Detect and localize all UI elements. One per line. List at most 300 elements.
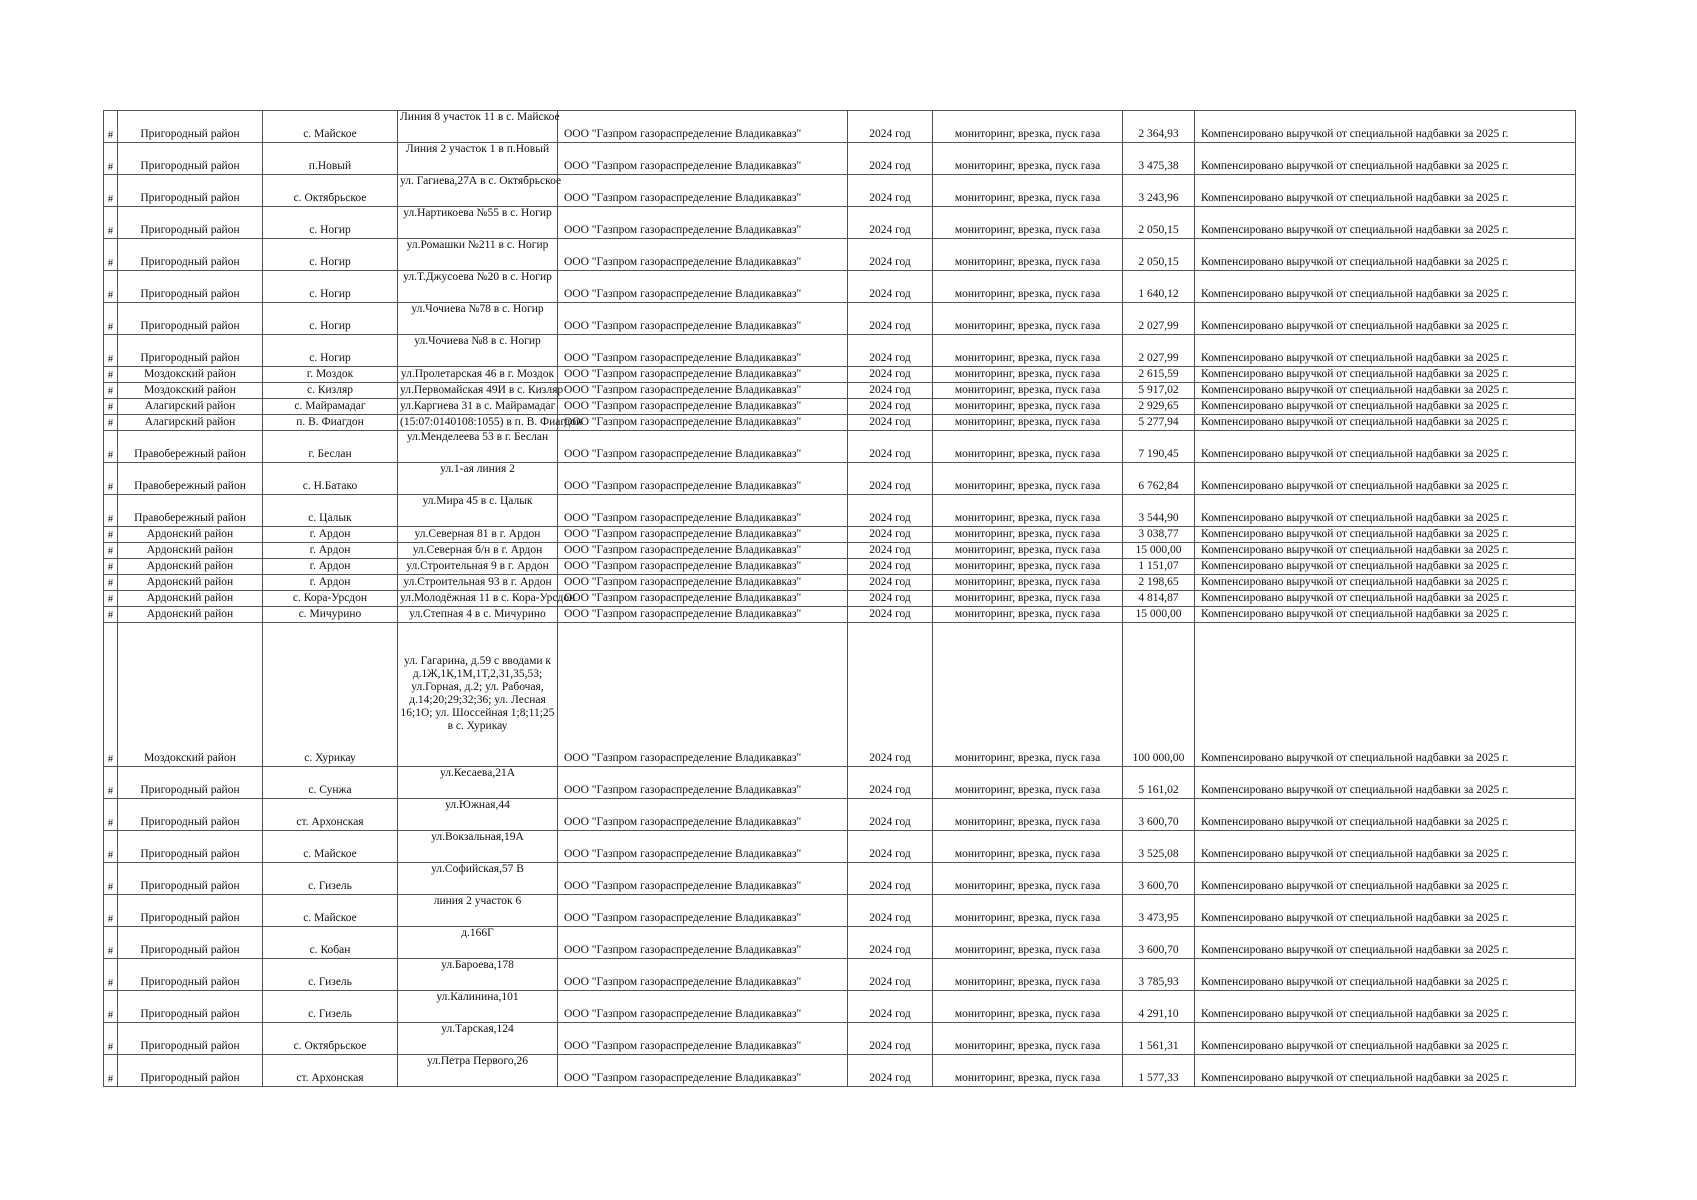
works-cell: мониторинг, врезка, пуск газа [933, 575, 1123, 591]
row-number-cell: # [104, 383, 118, 399]
year-cell: 2024 год [848, 575, 933, 591]
address-cell: ул.Софийская,57 В [398, 863, 558, 895]
district-cell: Ардонский район [118, 591, 263, 607]
row-number-cell: # [104, 431, 118, 463]
table-row [104, 559, 1576, 575]
row-number-cell: # [104, 239, 118, 271]
district-cell: Правобережный район [118, 463, 263, 495]
locality-cell: с. Октябрьское [263, 1023, 398, 1055]
compensation-source-cell: Компенсировано выручкой от специальной надбавки за 2025 г. [1195, 575, 1576, 591]
address-cell: ул.Строительная 9 в г. Ардон [398, 559, 558, 575]
row-number-cell: # [104, 335, 118, 367]
row-number-cell: # [104, 1055, 118, 1087]
row-number-cell: # [104, 143, 118, 175]
amount-cell: 4 291,10 [1123, 991, 1195, 1023]
year-cell: 2024 год [848, 591, 933, 607]
compensation-source-cell: Компенсировано выручкой от специальной надбавки за 2025 г. [1195, 175, 1576, 207]
table-row [104, 495, 1576, 527]
amount-cell: 3 473,95 [1123, 895, 1195, 927]
locality-cell: г. Ардон [263, 543, 398, 559]
year-cell: 2024 год [848, 383, 933, 399]
district-cell: Правобережный район [118, 431, 263, 463]
row-number-cell: # [104, 399, 118, 415]
works-cell: мониторинг, врезка, пуск газа [933, 767, 1123, 799]
amount-cell: 5 917,02 [1123, 383, 1195, 399]
district-cell: Пригородный район [118, 335, 263, 367]
works-cell: мониторинг, врезка, пуск газа [933, 895, 1123, 927]
table-row [104, 831, 1576, 863]
compensation-source-cell: Компенсировано выручкой от специальной надбавки за 2025 г. [1195, 271, 1576, 303]
address-cell: ул.Калинина,101 [398, 991, 558, 1023]
district-cell: Пригородный район [118, 303, 263, 335]
works-cell: мониторинг, врезка, пуск газа [933, 591, 1123, 607]
locality-cell: с. Н.Батако [263, 463, 398, 495]
compensation-source-cell: Компенсировано выручкой от специальной надбавки за 2025 г. [1195, 415, 1576, 431]
locality-cell: с. Майское [263, 895, 398, 927]
amount-cell: 3 525,08 [1123, 831, 1195, 863]
table-row [104, 1055, 1576, 1087]
year-cell: 2024 год [848, 895, 933, 927]
year-cell: 2024 год [848, 623, 933, 767]
organization-cell: ООО "Газпром газораспределение Владикавказ" [558, 991, 848, 1023]
address-cell: ул.Кесаева,21А [398, 767, 558, 799]
amount-cell: 1 640,12 [1123, 271, 1195, 303]
works-cell: мониторинг, врезка, пуск газа [933, 559, 1123, 575]
organization-cell: ООО "Газпром газораспределение Владикавказ" [558, 175, 848, 207]
amount-cell: 3 475,38 [1123, 143, 1195, 175]
organization-cell: ООО "Газпром газораспределение Владикавказ" [558, 927, 848, 959]
district-cell: Пригородный район [118, 991, 263, 1023]
organization-cell: ООО "Газпром газораспределение Владикавказ" [558, 623, 848, 767]
address-cell: ул.Северная б/н в г. Ардон [398, 543, 558, 559]
address-cell: ул.Северная 81 в г. Ардон [398, 527, 558, 543]
compensation-source-cell: Компенсировано выручкой от специальной надбавки за 2025 г. [1195, 799, 1576, 831]
row-number-cell: # [104, 831, 118, 863]
compensation-source-cell: Компенсировано выручкой от специальной надбавки за 2025 г. [1195, 959, 1576, 991]
table-row [104, 143, 1576, 175]
works-cell: мониторинг, врезка, пуск газа [933, 863, 1123, 895]
works-cell: мониторинг, врезка, пуск газа [933, 959, 1123, 991]
locality-cell: с. Сунжа [263, 767, 398, 799]
district-cell: Моздокский район [118, 367, 263, 383]
works-cell: мониторинг, врезка, пуск газа [933, 1055, 1123, 1087]
table-row [104, 463, 1576, 495]
locality-cell: с. Мичурино [263, 607, 398, 623]
address-cell: ул.Чочиева №78 в с. Ногир [398, 303, 558, 335]
works-cell: мониторинг, врезка, пуск газа [933, 431, 1123, 463]
district-cell: Пригородный район [118, 1023, 263, 1055]
organization-cell: ООО "Газпром газораспределение Владикавказ" [558, 399, 848, 415]
table-row [104, 767, 1576, 799]
amount-cell: 15 000,00 [1123, 607, 1195, 623]
organization-cell: ООО "Газпром газораспределение Владикавказ" [558, 591, 848, 607]
compensation-source-cell: Компенсировано выручкой от специальной надбавки за 2025 г. [1195, 495, 1576, 527]
district-cell: Пригородный район [118, 927, 263, 959]
address-cell: ул.Менделеева 53 в г. Беслан [398, 431, 558, 463]
works-cell: мониторинг, врезка, пуск газа [933, 831, 1123, 863]
locality-cell: с. Ногир [263, 239, 398, 271]
district-cell: Ардонский район [118, 543, 263, 559]
row-number-cell: # [104, 767, 118, 799]
address-cell: ул.Строительная 93 в г. Ардон [398, 575, 558, 591]
amount-cell: 3 600,70 [1123, 927, 1195, 959]
compensation-source-cell: Компенсировано выручкой от специальной надбавки за 2025 г. [1195, 463, 1576, 495]
row-number-cell: # [104, 591, 118, 607]
works-cell: мониторинг, врезка, пуск газа [933, 399, 1123, 415]
organization-cell: ООО "Газпром газораспределение Владикавказ" [558, 831, 848, 863]
locality-cell: с. Майское [263, 111, 398, 143]
compensation-source-cell: Компенсировано выручкой от специальной надбавки за 2025 г. [1195, 367, 1576, 383]
district-cell: Пригородный район [118, 271, 263, 303]
works-cell: мониторинг, врезка, пуск газа [933, 271, 1123, 303]
table-row [104, 111, 1576, 143]
district-cell: Пригородный район [118, 831, 263, 863]
row-number-cell: # [104, 111, 118, 143]
table-row [104, 271, 1576, 303]
locality-cell: с. Ногир [263, 335, 398, 367]
address-cell: ул.Степная 4 в с. Мичурино [398, 607, 558, 623]
year-cell: 2024 год [848, 991, 933, 1023]
year-cell: 2024 год [848, 959, 933, 991]
organization-cell: ООО "Газпром газораспределение Владикавказ" [558, 335, 848, 367]
locality-cell: с. Кобан [263, 927, 398, 959]
amount-cell: 2 198,65 [1123, 575, 1195, 591]
works-cell: мониторинг, врезка, пуск газа [933, 335, 1123, 367]
address-cell: ул.Каргиева 31 в с. Майрамадаг [398, 399, 558, 415]
address-cell: ул.Мира 45 в с. Цалык [398, 495, 558, 527]
row-number-cell: # [104, 527, 118, 543]
compensation-source-cell: Компенсировано выручкой от специальной надбавки за 2025 г. [1195, 1023, 1576, 1055]
compensation-source-cell: Компенсировано выручкой от специальной надбавки за 2025 г. [1195, 559, 1576, 575]
amount-cell: 3 600,70 [1123, 799, 1195, 831]
locality-cell: п.Новый [263, 143, 398, 175]
organization-cell: ООО "Газпром газораспределение Владикавказ" [558, 207, 848, 239]
compensation-source-cell: Компенсировано выручкой от специальной надбавки за 2025 г. [1195, 431, 1576, 463]
compensation-source-cell: Компенсировано выручкой от специальной надбавки за 2025 г. [1195, 863, 1576, 895]
table-row [104, 959, 1576, 991]
locality-cell: с. Майрамадаг [263, 399, 398, 415]
row-number-cell: # [104, 799, 118, 831]
year-cell: 2024 год [848, 767, 933, 799]
address-cell: ул.Южная,44 [398, 799, 558, 831]
district-cell: Ардонский район [118, 527, 263, 543]
year-cell: 2024 год [848, 175, 933, 207]
locality-cell: г. Беслан [263, 431, 398, 463]
amount-cell: 3 600,70 [1123, 863, 1195, 895]
table-row [104, 895, 1576, 927]
organization-cell: ООО "Газпром газораспределение Владикавказ" [558, 271, 848, 303]
organization-cell: ООО "Газпром газораспределение Владикавказ" [558, 1023, 848, 1055]
district-cell: Пригородный район [118, 111, 263, 143]
year-cell: 2024 год [848, 559, 933, 575]
year-cell: 2024 год [848, 863, 933, 895]
year-cell: 2024 год [848, 495, 933, 527]
table-row [104, 239, 1576, 271]
row-number-cell: # [104, 543, 118, 559]
year-cell: 2024 год [848, 367, 933, 383]
address-cell: (15:07:0140108:1055) в п. В. Фиагдон [398, 415, 558, 431]
row-number-cell: # [104, 991, 118, 1023]
row-number-cell: # [104, 895, 118, 927]
year-cell: 2024 год [848, 303, 933, 335]
district-cell: Алагирский район [118, 399, 263, 415]
district-cell: Ардонский район [118, 575, 263, 591]
locality-cell: с. Гизель [263, 863, 398, 895]
district-cell: Пригородный район [118, 863, 263, 895]
year-cell: 2024 год [848, 1055, 933, 1087]
amount-cell: 2 027,99 [1123, 303, 1195, 335]
year-cell: 2024 год [848, 799, 933, 831]
address-cell: ул.Молодёжная 11 в с. Кора-Урсдон [398, 591, 558, 607]
amount-cell: 5 161,02 [1123, 767, 1195, 799]
address-cell: ул.Петра Первого,26 [398, 1055, 558, 1087]
row-number-cell: # [104, 303, 118, 335]
row-number-cell: # [104, 607, 118, 623]
district-cell: Ардонский район [118, 559, 263, 575]
locality-cell: с. Хурикау [263, 623, 398, 767]
organization-cell: ООО "Газпром газораспределение Владикавказ" [558, 143, 848, 175]
address-cell: д.166Г [398, 927, 558, 959]
works-cell: мониторинг, врезка, пуск газа [933, 495, 1123, 527]
compensation-source-cell: Компенсировано выручкой от специальной надбавки за 2025 г. [1195, 111, 1576, 143]
compensation-source-cell: Компенсировано выручкой от специальной надбавки за 2025 г. [1195, 399, 1576, 415]
works-cell: мониторинг, врезка, пуск газа [933, 143, 1123, 175]
district-cell: Пригородный район [118, 239, 263, 271]
compensation-source-cell: Компенсировано выручкой от специальной надбавки за 2025 г. [1195, 1055, 1576, 1087]
compensation-source-cell: Компенсировано выручкой от специальной надбавки за 2025 г. [1195, 527, 1576, 543]
amount-cell: 2 364,93 [1123, 111, 1195, 143]
amount-cell: 15 000,00 [1123, 543, 1195, 559]
address-cell: ул.1-ая линия 2 [398, 463, 558, 495]
locality-cell: с. Гизель [263, 959, 398, 991]
address-cell: ул.Ромашки №211 в с. Ногир [398, 239, 558, 271]
locality-cell: с. Кора-Урсдон [263, 591, 398, 607]
amount-cell: 3 243,96 [1123, 175, 1195, 207]
address-cell: ул.Т.Джусоева №20 в с. Ногир [398, 271, 558, 303]
compensation-source-cell: Компенсировано выручкой от специальной надбавки за 2025 г. [1195, 591, 1576, 607]
works-cell: мониторинг, врезка, пуск газа [933, 111, 1123, 143]
address-cell: ул. Гагиева,27А в с. Октябрьское [398, 175, 558, 207]
year-cell: 2024 год [848, 543, 933, 559]
row-number-cell: # [104, 575, 118, 591]
compensation-source-cell: Компенсировано выручкой от специальной надбавки за 2025 г. [1195, 767, 1576, 799]
district-cell: Моздокский район [118, 383, 263, 399]
table-row [104, 991, 1576, 1023]
organization-cell: ООО "Газпром газораспределение Владикавказ" [558, 463, 848, 495]
amount-cell: 100 000,00 [1123, 623, 1195, 767]
locality-cell: п. В. Фиагдон [263, 415, 398, 431]
year-cell: 2024 год [848, 111, 933, 143]
address-cell: Линия 8 участок 11 в с. Майское [398, 111, 558, 143]
address-cell: линия 2 участок 6 [398, 895, 558, 927]
organization-cell: ООО "Газпром газораспределение Владикавказ" [558, 527, 848, 543]
organization-cell: ООО "Газпром газораспределение Владикавказ" [558, 431, 848, 463]
table-row [104, 543, 1576, 559]
organization-cell: ООО "Газпром газораспределение Владикавказ" [558, 895, 848, 927]
year-cell: 2024 год [848, 463, 933, 495]
address-cell: Линия 2 участок 1 в п.Новый [398, 143, 558, 175]
district-cell: Пригородный район [118, 175, 263, 207]
locality-cell: г. Моздок [263, 367, 398, 383]
year-cell: 2024 год [848, 335, 933, 367]
works-cell: мониторинг, врезка, пуск газа [933, 463, 1123, 495]
row-number-cell: # [104, 495, 118, 527]
organization-cell: ООО "Газпром газораспределение Владикавказ" [558, 863, 848, 895]
locality-cell: г. Ардон [263, 575, 398, 591]
district-cell: Пригородный район [118, 799, 263, 831]
amount-cell: 3 785,93 [1123, 959, 1195, 991]
organization-cell: ООО "Газпром газораспределение Владикавказ" [558, 1055, 848, 1087]
amount-cell: 3 038,77 [1123, 527, 1195, 543]
works-cell: мониторинг, врезка, пуск газа [933, 303, 1123, 335]
table-row [104, 527, 1576, 543]
works-cell: мониторинг, врезка, пуск газа [933, 367, 1123, 383]
compensation-source-cell: Компенсировано выручкой от специальной надбавки за 2025 г. [1195, 335, 1576, 367]
organization-cell: ООО "Газпром газораспределение Владикавказ" [558, 495, 848, 527]
table-row [104, 623, 1576, 767]
organization-cell: ООО "Газпром газораспределение Владикавказ" [558, 575, 848, 591]
district-cell: Ардонский район [118, 607, 263, 623]
compensation-source-cell: Компенсировано выручкой от специальной надбавки за 2025 г. [1195, 831, 1576, 863]
compensation-source-cell: Компенсировано выручкой от специальной надбавки за 2025 г. [1195, 543, 1576, 559]
organization-cell: ООО "Газпром газораспределение Владикавказ" [558, 767, 848, 799]
amount-cell: 7 190,45 [1123, 431, 1195, 463]
amount-cell: 1 561,31 [1123, 1023, 1195, 1055]
organization-cell: ООО "Газпром газораспределение Владикавказ" [558, 367, 848, 383]
works-cell: мониторинг, врезка, пуск газа [933, 383, 1123, 399]
compensation-source-cell: Компенсировано выручкой от специальной надбавки за 2025 г. [1195, 623, 1576, 767]
address-cell: ул.Бароева,178 [398, 959, 558, 991]
amount-cell: 2 929,65 [1123, 399, 1195, 415]
amount-cell: 2 027,99 [1123, 335, 1195, 367]
row-number-cell: # [104, 175, 118, 207]
table-row [104, 799, 1576, 831]
table-row [104, 175, 1576, 207]
compensation-source-cell: Компенсировано выручкой от специальной надбавки за 2025 г. [1195, 991, 1576, 1023]
amount-cell: 2 050,15 [1123, 239, 1195, 271]
table-row [104, 335, 1576, 367]
row-number-cell: # [104, 863, 118, 895]
district-cell: Правобережный район [118, 495, 263, 527]
address-cell: ул.Пролетарская 46 в г. Моздок [398, 367, 558, 383]
row-number-cell: # [104, 623, 118, 767]
year-cell: 2024 год [848, 239, 933, 271]
table-row [104, 607, 1576, 623]
table-row [104, 303, 1576, 335]
table-row [104, 383, 1576, 399]
gas-connections-table [103, 110, 1576, 1087]
amount-cell: 4 814,87 [1123, 591, 1195, 607]
amount-cell: 2 050,15 [1123, 207, 1195, 239]
district-cell: Пригородный район [118, 207, 263, 239]
row-number-cell: # [104, 927, 118, 959]
table-row [104, 575, 1576, 591]
locality-cell: с. Цалык [263, 495, 398, 527]
address-cell: ул.Первомайская 49И в с. Кизляр [398, 383, 558, 399]
organization-cell: ООО "Газпром газораспределение Владикавказ" [558, 303, 848, 335]
organization-cell: ООО "Газпром газораспределение Владикавказ" [558, 607, 848, 623]
year-cell: 2024 год [848, 143, 933, 175]
table-body [104, 111, 1576, 1087]
locality-cell: с. Ногир [263, 303, 398, 335]
table-row [104, 367, 1576, 383]
organization-cell: ООО "Газпром газораспределение Владикавказ" [558, 959, 848, 991]
works-cell: мониторинг, врезка, пуск газа [933, 175, 1123, 207]
works-cell: мониторинг, врезка, пуск газа [933, 527, 1123, 543]
table-row [104, 207, 1576, 239]
year-cell: 2024 год [848, 207, 933, 239]
organization-cell: ООО "Газпром газораспределение Владикавказ" [558, 239, 848, 271]
year-cell: 2024 год [848, 1023, 933, 1055]
locality-cell: с. Кизляр [263, 383, 398, 399]
table-row [104, 591, 1576, 607]
compensation-source-cell: Компенсировано выручкой от специальной надбавки за 2025 г. [1195, 239, 1576, 271]
amount-cell: 5 277,94 [1123, 415, 1195, 431]
compensation-source-cell: Компенсировано выручкой от специальной надбавки за 2025 г. [1195, 143, 1576, 175]
year-cell: 2024 год [848, 607, 933, 623]
compensation-source-cell: Компенсировано выручкой от специальной надбавки за 2025 г. [1195, 383, 1576, 399]
works-cell: мониторинг, врезка, пуск газа [933, 543, 1123, 559]
address-cell: ул.Нартикоева №55 в с. Ногир [398, 207, 558, 239]
locality-cell: с. Гизель [263, 991, 398, 1023]
organization-cell: ООО "Газпром газораспределение Владикавказ" [558, 559, 848, 575]
address-cell: ул. Гагарина, д.59 с вводами к д.1Ж,1К,1М,1Т,2,31,35,53; ул.Горная, д.2; ул. Рабочая, д.14;20;29;32;36; ул. Лесная 16;1О; ул. Шоссейная 1;8;11;25 в с. Хурикау [398, 623, 558, 767]
row-number-cell: # [104, 367, 118, 383]
row-number-cell: # [104, 271, 118, 303]
locality-cell: ст. Архонская [263, 1055, 398, 1087]
amount-cell: 3 544,90 [1123, 495, 1195, 527]
district-cell: Пригородный район [118, 143, 263, 175]
district-cell: Пригородный район [118, 895, 263, 927]
compensation-source-cell: Компенсировано выручкой от специальной надбавки за 2025 г. [1195, 303, 1576, 335]
year-cell: 2024 год [848, 831, 933, 863]
compensation-source-cell: Компенсировано выручкой от специальной надбавки за 2025 г. [1195, 927, 1576, 959]
amount-cell: 1 151,07 [1123, 559, 1195, 575]
district-cell: Моздокский район [118, 623, 263, 767]
locality-cell: с. Майское [263, 831, 398, 863]
table-row [104, 431, 1576, 463]
works-cell: мониторинг, врезка, пуск газа [933, 1023, 1123, 1055]
row-number-cell: # [104, 1023, 118, 1055]
works-cell: мониторинг, врезка, пуск газа [933, 927, 1123, 959]
table-row [104, 863, 1576, 895]
organization-cell: ООО "Газпром газораспределение Владикавказ" [558, 111, 848, 143]
row-number-cell: # [104, 959, 118, 991]
year-cell: 2024 год [848, 431, 933, 463]
row-number-cell: # [104, 559, 118, 575]
year-cell: 2024 год [848, 399, 933, 415]
works-cell: мониторинг, врезка, пуск газа [933, 239, 1123, 271]
amount-cell: 6 762,84 [1123, 463, 1195, 495]
table-row [104, 399, 1576, 415]
address-cell: ул.Тарская,124 [398, 1023, 558, 1055]
year-cell: 2024 год [848, 927, 933, 959]
compensation-source-cell: Компенсировано выручкой от специальной надбавки за 2025 г. [1195, 207, 1576, 239]
locality-cell: г. Ардон [263, 527, 398, 543]
row-number-cell: # [104, 207, 118, 239]
year-cell: 2024 год [848, 415, 933, 431]
row-number-cell: # [104, 463, 118, 495]
compensation-source-cell: Компенсировано выручкой от специальной надбавки за 2025 г. [1195, 895, 1576, 927]
locality-cell: с. Ногир [263, 207, 398, 239]
works-cell: мониторинг, врезка, пуск газа [933, 799, 1123, 831]
works-cell: мониторинг, врезка, пуск газа [933, 991, 1123, 1023]
locality-cell: г. Ардон [263, 559, 398, 575]
district-cell: Пригородный район [118, 1055, 263, 1087]
district-cell: Пригородный район [118, 767, 263, 799]
table-row [104, 415, 1576, 431]
district-cell: Алагирский район [118, 415, 263, 431]
